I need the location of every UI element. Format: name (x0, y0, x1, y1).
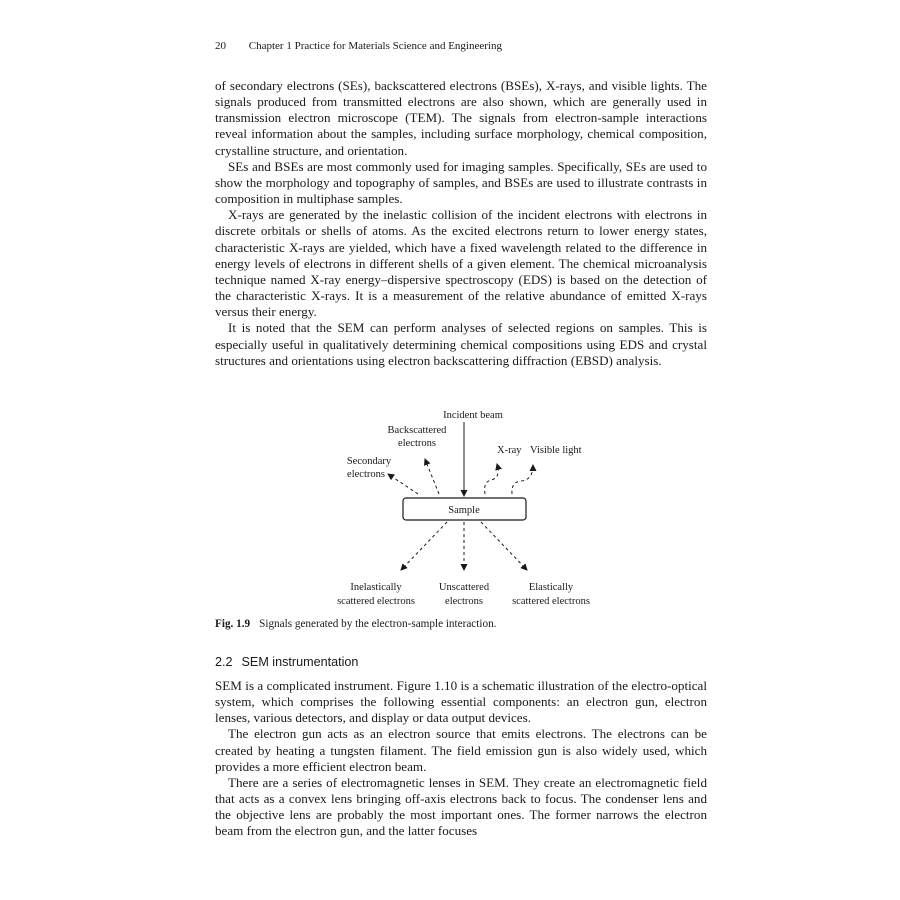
section-heading (215, 655, 358, 669)
paragraph: SEs and BSEs are most commonly used for imaging samples. Specifically, SEs are used to show the morphology and topography of samples, and BSEs are used to illustrate contrasts in composition in multiphase samples. (215, 158, 707, 207)
label-incident-beam: Incident beam (443, 410, 503, 421)
label-xray: X-ray (497, 445, 522, 456)
visible-light-arrow (512, 465, 533, 494)
figure-electron-sample-interaction (215, 404, 707, 636)
running-head (215, 40, 502, 52)
label-unscattered-2: electrons (445, 596, 483, 607)
figure-caption (215, 618, 496, 630)
label-sample: Sample (448, 505, 480, 516)
body-text-top (215, 78, 707, 369)
label-backscattered-2: electrons (398, 438, 436, 449)
paragraph: The electron gun acts as an electron source that emits electrons. The electrons can be created by heating a tungsten filament. The field emission gun is also widely used, which provides a more efficient electron beam. (215, 726, 707, 774)
label-unscattered: Unscattered (438, 582, 490, 593)
backscattered-electrons-arrow (425, 459, 439, 494)
label-secondary: Secondary (346, 456, 392, 467)
inelastic-arrow (401, 522, 447, 570)
chapter-title: Chapter 1 Practice for Materials Science and Engineering (248, 40, 502, 52)
label-secondary-2: electrons (347, 469, 385, 480)
elastic-arrow (481, 522, 527, 570)
paragraph: There are a series of electromagnetic lenses in SEM. They create an electromagnetic field that acts as a convex lens bringing off-axis electrons back to focus. The condenser lens and the objective lens are probably the most important ones. The former narrows the electron beam from the electron gun, and the latter focuses (215, 774, 707, 839)
xray-arrow (485, 464, 499, 494)
figure-number: Fig. 1.9 (215, 618, 251, 630)
paragraph: of secondary electrons (SEs), backscattered electrons (BSEs), X-rays, and visible lights. The signals produced from transmitted electrons are also shown, which are generally used in transmission electron microscope (TEM). The signals from electron-sample interactions reveal information about the samples, including surface morphology, chemical composition, crystalline structure, and orientation. (215, 78, 707, 158)
label-inelastic-2: scattered electrons (337, 596, 415, 607)
label-visible-light: Visible light (530, 445, 582, 456)
paragraph: X-rays are generated by the inelastic collision of the incident electrons with electrons in discrete orbitals or shells of atoms. As the excited electrons return to lower energy states, characteristic X-rays are yielded, which have a fixed wavelength related to the difference in energy levels of electrons in different shells of a given element. The chemical microanalysis technique named X-ray energy–dispersive spectroscopy (EDS) is based on the detection of the characteristic X-rays. It is a measurement of the relative abundance of emitted X-rays versus their energy. (215, 207, 707, 320)
section-number: 2.2 (215, 655, 233, 669)
section-title: SEM instrumentation (241, 655, 359, 669)
label-elastic: Elastically (528, 582, 574, 593)
paragraph: It is noted that the SEM can perform analyses of selected regions on samples. This is especially useful in qualitatively determining chemical compositions using EDS and crystal structures and orientations using electron backscattering diffraction (EBSD) analysis. (215, 320, 707, 368)
body-text-bottom (215, 678, 707, 840)
label-backscattered: Backscattered (387, 425, 447, 436)
paragraph: SEM is a complicated instrument. Figure 1.10 is a schematic illustration of the electro-optical system, which comprises the following essential components: an electron gun, electron lenses, various detectors, and display or data output devices. (215, 678, 707, 726)
label-inelastic: Inelastically (350, 582, 402, 593)
figure-caption-text: Signals generated by the electron-sample interaction. (259, 618, 497, 630)
page-number: 20 (215, 40, 226, 52)
label-elastic-2: scattered electrons (512, 596, 590, 607)
secondary-electrons-arrow (388, 474, 418, 494)
